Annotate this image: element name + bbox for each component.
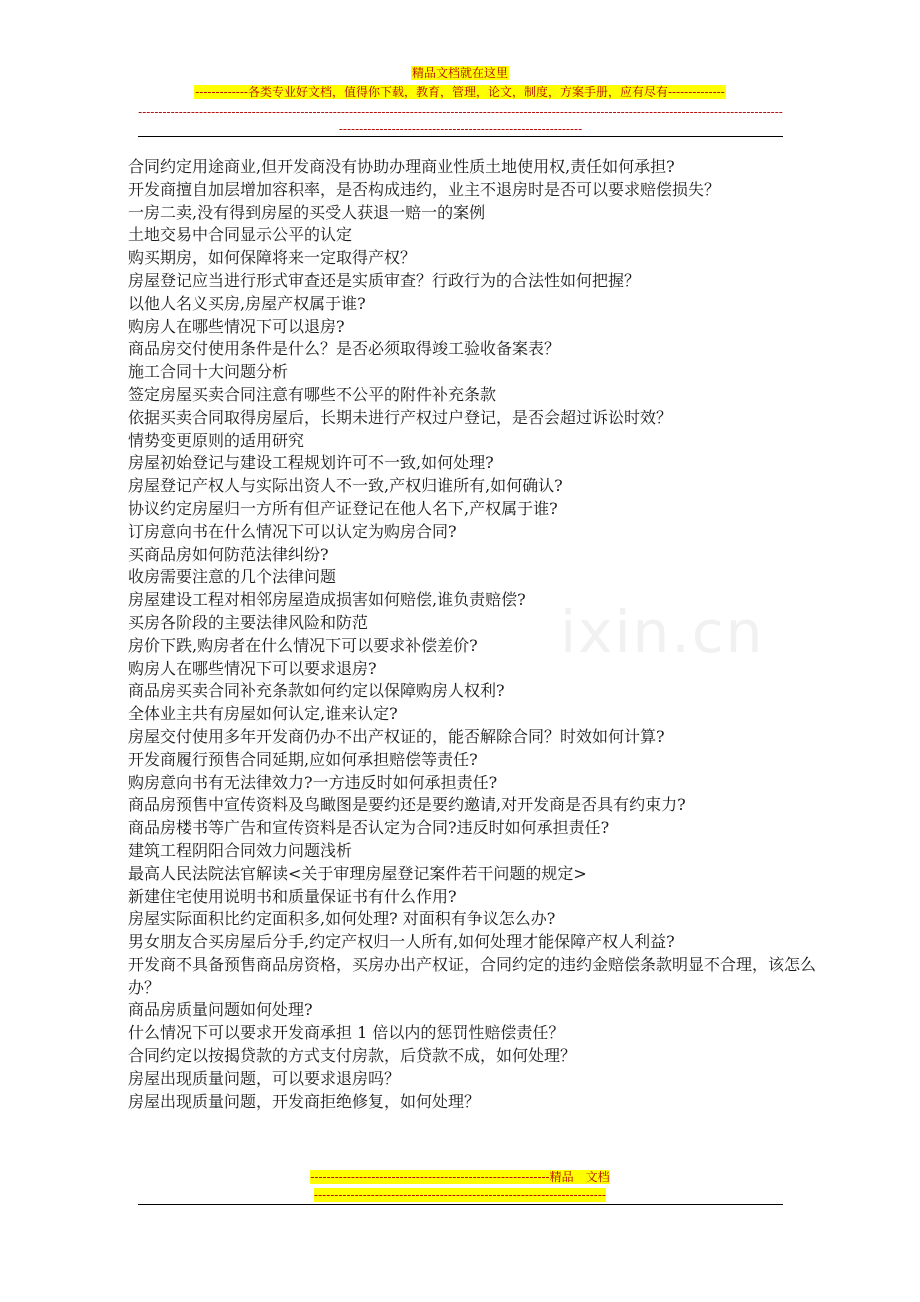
list-item: 开发商履行预售合同延期,应如何承担赔偿等责任? bbox=[128, 749, 478, 769]
list-item: 房屋实际面积比约定面积多,如何处理? 对面积有争议怎么办? bbox=[128, 909, 556, 929]
list-item: 新建住宅使用说明书和质量保证书有什么作用? bbox=[128, 886, 457, 906]
footer-brand-text: -----------------------------------------------------------精品 文档 bbox=[310, 1170, 610, 1184]
list-item: 协议约定房屋归一方所有但产证登记在他人名下,产权属于谁? bbox=[128, 498, 558, 518]
footer-rule bbox=[138, 1204, 783, 1205]
watermark: ixin.cn bbox=[560, 598, 765, 666]
list-item: 建筑工程阴阳合同效力问题浅析 bbox=[128, 840, 353, 860]
footer-dash-line bbox=[0, 1188, 920, 1202]
list-item: 以他人名义买房,房屋产权属于谁? bbox=[128, 293, 366, 313]
list-item: 房屋登记应当进行形式审查还是实质审查？行政行为的合法性如何把握？ bbox=[128, 270, 641, 290]
question-list bbox=[128, 156, 818, 1113]
list-item: 房屋登记产权人与实际出资人不一致,产权归谁所有,如何确认? bbox=[128, 476, 563, 496]
list-item: 收房需要注意的几个法律问题 bbox=[128, 567, 337, 587]
list-item: 购房意向书有无法律效力?一方违反时如何承担责任? bbox=[128, 772, 498, 792]
list-item: 购房人在哪些情况下可以退房? bbox=[128, 316, 345, 336]
list-item: 商品房交付使用条件是什么？是否必须取得竣工验收备案表？ bbox=[128, 339, 561, 359]
list-item: 商品房买卖合同补充条款如何约定以保障购房人权利? bbox=[128, 681, 505, 701]
list-item: 最高人民法院法官解读<关于审理房屋登记案件若干问题的规定> bbox=[128, 863, 587, 883]
footer-brand-line bbox=[0, 1170, 920, 1185]
list-item: 订房意向书在什么情况下可以认定为购房合同? bbox=[128, 521, 457, 541]
header-title bbox=[0, 66, 920, 80]
list-item: 一房二卖,没有得到房屋的买受人获退一赔一的案例 bbox=[128, 202, 486, 222]
list-item: 购买期房，如何保障将来一定取得产权？ bbox=[128, 248, 417, 268]
list-item: 房屋出现质量问题，开发商拒绝修复，如何处理？ bbox=[128, 1091, 481, 1111]
list-item: 买房各阶段的主要法律风险和防范 bbox=[128, 612, 369, 632]
list-item: 商品房楼书等广告和宣传资料是否认定为合同?违反时如何承担责任? bbox=[128, 818, 610, 838]
list-item: 施工合同十大问题分析 bbox=[128, 362, 289, 382]
list-item: 土地交易中合同显示公平的认定 bbox=[128, 225, 353, 245]
list-item: 房屋出现质量问题，可以要求退房吗？ bbox=[128, 1068, 401, 1088]
list-item: 房屋交付使用多年开发商仍办不出产权证的，能否解除合同？时效如何计算? bbox=[128, 726, 665, 746]
list-item: 房价下跌,购房者在什么情况下可以要求补偿差价? bbox=[128, 635, 478, 655]
list-item: 商品房质量问题如何处理? bbox=[128, 1000, 313, 1020]
list-item: 全体业主共有房屋如何认定,谁来认定? bbox=[128, 704, 398, 724]
list-item: 签定房屋买卖合同注意有哪些不公平的附件补充条款 bbox=[128, 384, 497, 404]
list-item: 商品房预售中宣传资料及鸟瞰图是要约还是要约邀请,对开发商是否具有约束力? bbox=[128, 795, 686, 815]
header-slogan-text: -------------各类专业好文档，值得你下载，教育，管理，论文，制度，方案手册，应有尽有-------------- bbox=[195, 85, 725, 99]
footer-dash-text: ------------------------------------------------------------------------ bbox=[314, 1188, 606, 1202]
list-item: 男女朋友合买房屋后分手,约定产权归一人所有,如何处理才能保障产权人利益? bbox=[128, 932, 675, 952]
list-item: 房屋初始登记与建设工程规划许可不一致,如何处理? bbox=[128, 453, 494, 473]
list-item: 合同约定用途商业,但开发商没有协助办理商业性质土地使用权,责任如何承担? bbox=[128, 157, 675, 176]
list-item: 合同约定以按揭贷款的方式支付房款，后贷款不成，如何处理？ bbox=[128, 1046, 577, 1066]
list-item: 依据买卖合同取得房屋后，长期未进行产权过户登记，是否会超过诉讼时效？ bbox=[128, 407, 673, 427]
header-rule bbox=[138, 136, 783, 137]
list-item: 房屋建设工程对相邻房屋造成损害如何赔偿,谁负责赔偿? bbox=[128, 590, 526, 610]
header-slogan bbox=[0, 85, 920, 100]
list-item: 什么情况下可以要求开发商承担 1 倍以内的惩罚性赔偿责任？ bbox=[128, 1023, 565, 1043]
list-item: 开发商擅自加层增加容积率，是否构成违约，业主不退房时是否可以要求赔偿损失？ bbox=[128, 179, 721, 199]
list-item: 购房人在哪些情况下可以要求退房? bbox=[128, 658, 377, 678]
list-item: 买商品房如何防范法律纠纷? bbox=[128, 544, 329, 564]
header-dash-separator: --------------------------------------------------------------------------------------------------------------------------------------------------------------------------------------------------------------------------- bbox=[138, 105, 783, 136]
list-item: 情势变更原则的适用研究 bbox=[128, 430, 305, 450]
header-title-text: 精品文档就在这里 bbox=[411, 66, 508, 80]
list-item: 开发商不具备预售商品房资格，买房办出产权证，合同约定的违约金赔偿条款明显不合理，该怎么办？ bbox=[128, 954, 817, 997]
